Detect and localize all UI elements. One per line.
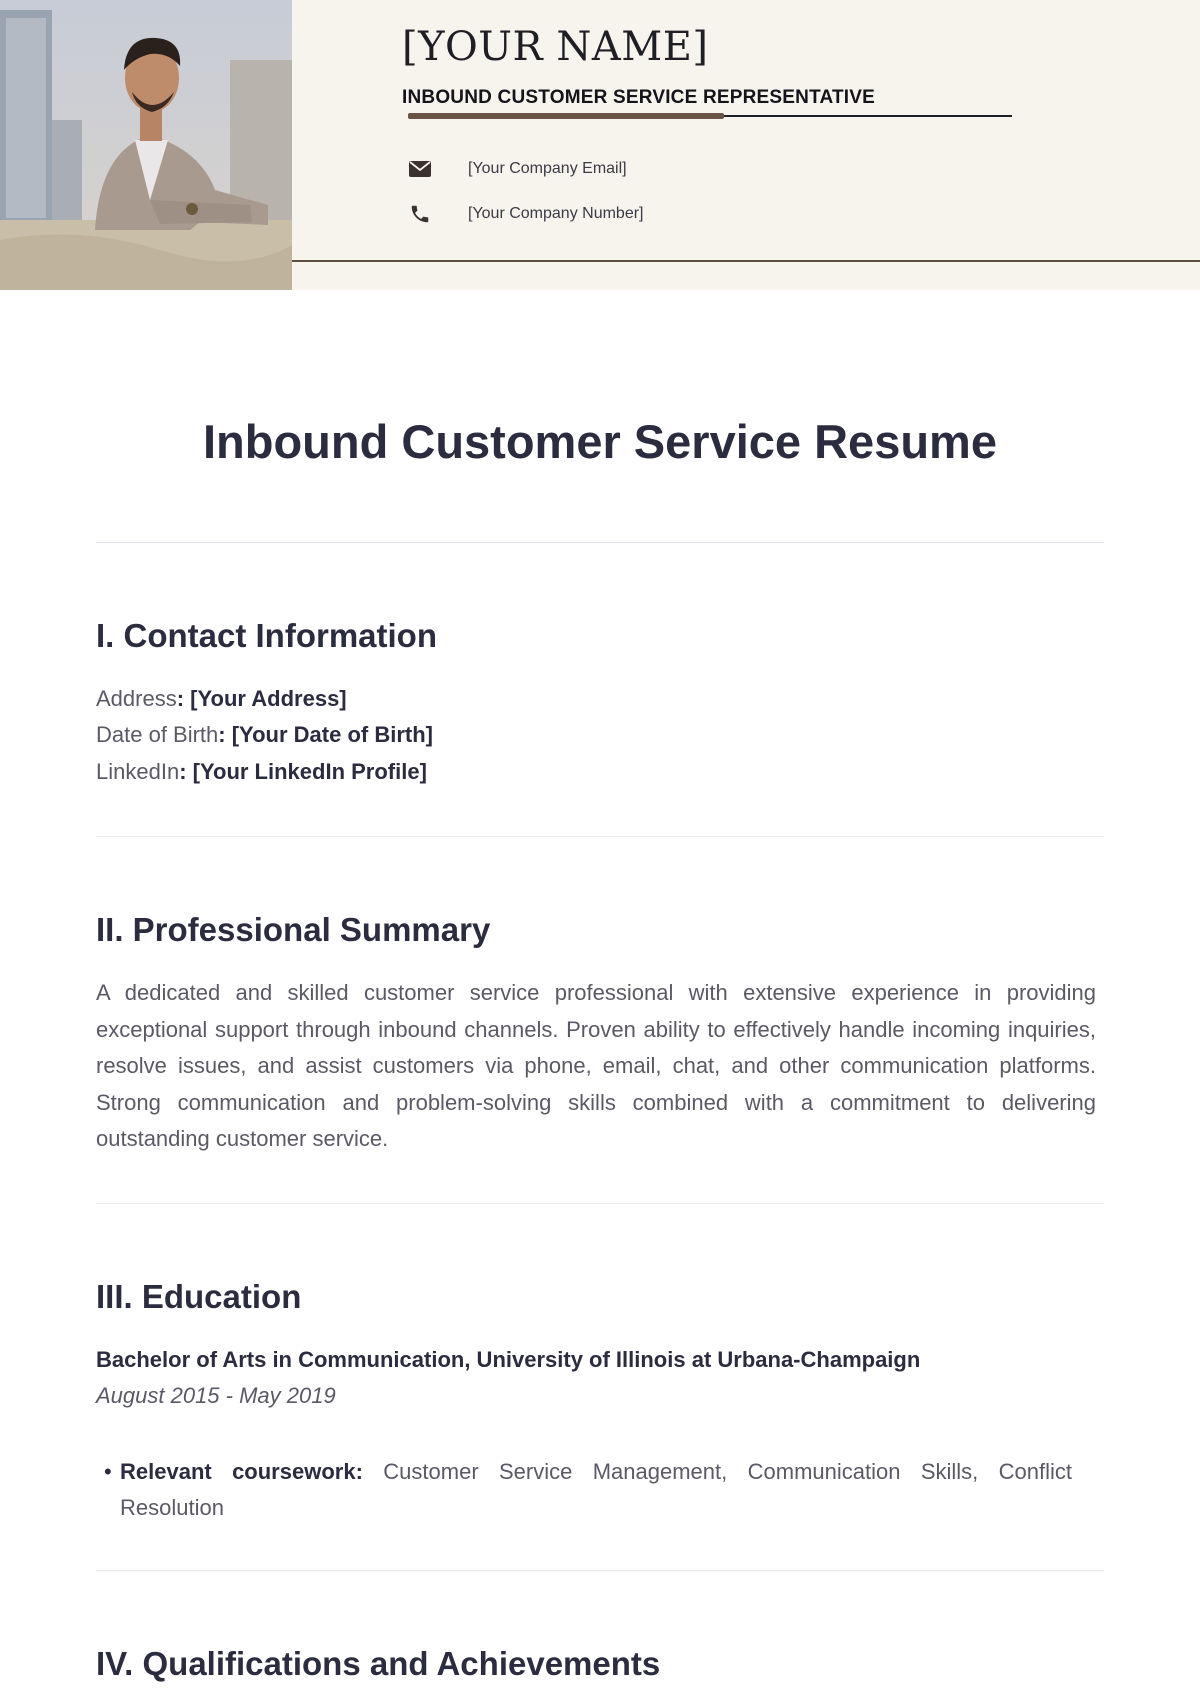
address-label: Address bbox=[96, 686, 177, 711]
education-dates: August 2015 - May 2019 bbox=[96, 1383, 336, 1408]
profile-photo bbox=[0, 0, 292, 290]
resume-header bbox=[0, 0, 1200, 290]
header-divider bbox=[292, 260, 1200, 262]
divider bbox=[96, 836, 1104, 837]
linkedin-line: LinkedIn: [Your LinkedIn Profile] bbox=[96, 759, 427, 784]
bullet-dot: • bbox=[104, 1459, 112, 1484]
divider bbox=[96, 1570, 1104, 1571]
company-email: [Your Company Email] bbox=[468, 160, 627, 177]
section-heading-contact: I. Contact Information bbox=[96, 617, 437, 654]
title-underline-accent bbox=[408, 113, 724, 119]
section-heading-qualifications: IV. Qualifications and Achievements bbox=[96, 1645, 661, 1682]
phone-icon bbox=[406, 203, 434, 225]
linkedin-value: [Your LinkedIn Profile] bbox=[192, 759, 427, 784]
job-title: INBOUND CUSTOMER SERVICE REPRESENTATIVE bbox=[402, 87, 876, 108]
divider bbox=[96, 1203, 1104, 1204]
coursework-text: Customer Service Management, Communication Skills, Conflict Resolution bbox=[120, 1459, 1073, 1520]
company-email-row bbox=[406, 158, 627, 180]
candidate-name: [YOUR NAME] bbox=[402, 24, 709, 70]
document-title: Inbound Customer Service Resume bbox=[203, 415, 997, 468]
linkedin-label: LinkedIn bbox=[96, 759, 180, 784]
company-phone-row bbox=[406, 203, 644, 225]
section-heading-summary: II. Professional Summary bbox=[96, 911, 491, 948]
address-value: [Your Address] bbox=[190, 686, 347, 711]
education-degree: Bachelor of Arts in Communication, University of Illinois at Urbana-Champaign bbox=[96, 1347, 921, 1372]
dob-line: Date of Birth: [Your Date of Birth] bbox=[96, 722, 433, 747]
coursework-bullet bbox=[104, 1454, 1072, 1526]
address-line: Address: [Your Address] bbox=[96, 686, 347, 711]
dob-label: Date of Birth bbox=[96, 722, 219, 747]
company-phone: [Your Company Number] bbox=[468, 205, 644, 222]
summary-paragraph: A dedicated and skilled customer service professional with extensive experience in providing exceptional support through inbound channels. Proven ability to effectively handle incoming inquiries, resolve issues, and assist customers via phone, email, chat, and other communication platforms. Strong communication and problem-solving skills combined with a commitment to delivering outstanding customer service. bbox=[96, 980, 1096, 1151]
coursework-label: Relevant coursework: bbox=[120, 1459, 363, 1484]
section-heading-education: III. Education bbox=[96, 1278, 302, 1315]
envelope-icon bbox=[406, 158, 434, 180]
divider bbox=[96, 542, 1104, 543]
dob-value: [Your Date of Birth] bbox=[231, 722, 433, 747]
